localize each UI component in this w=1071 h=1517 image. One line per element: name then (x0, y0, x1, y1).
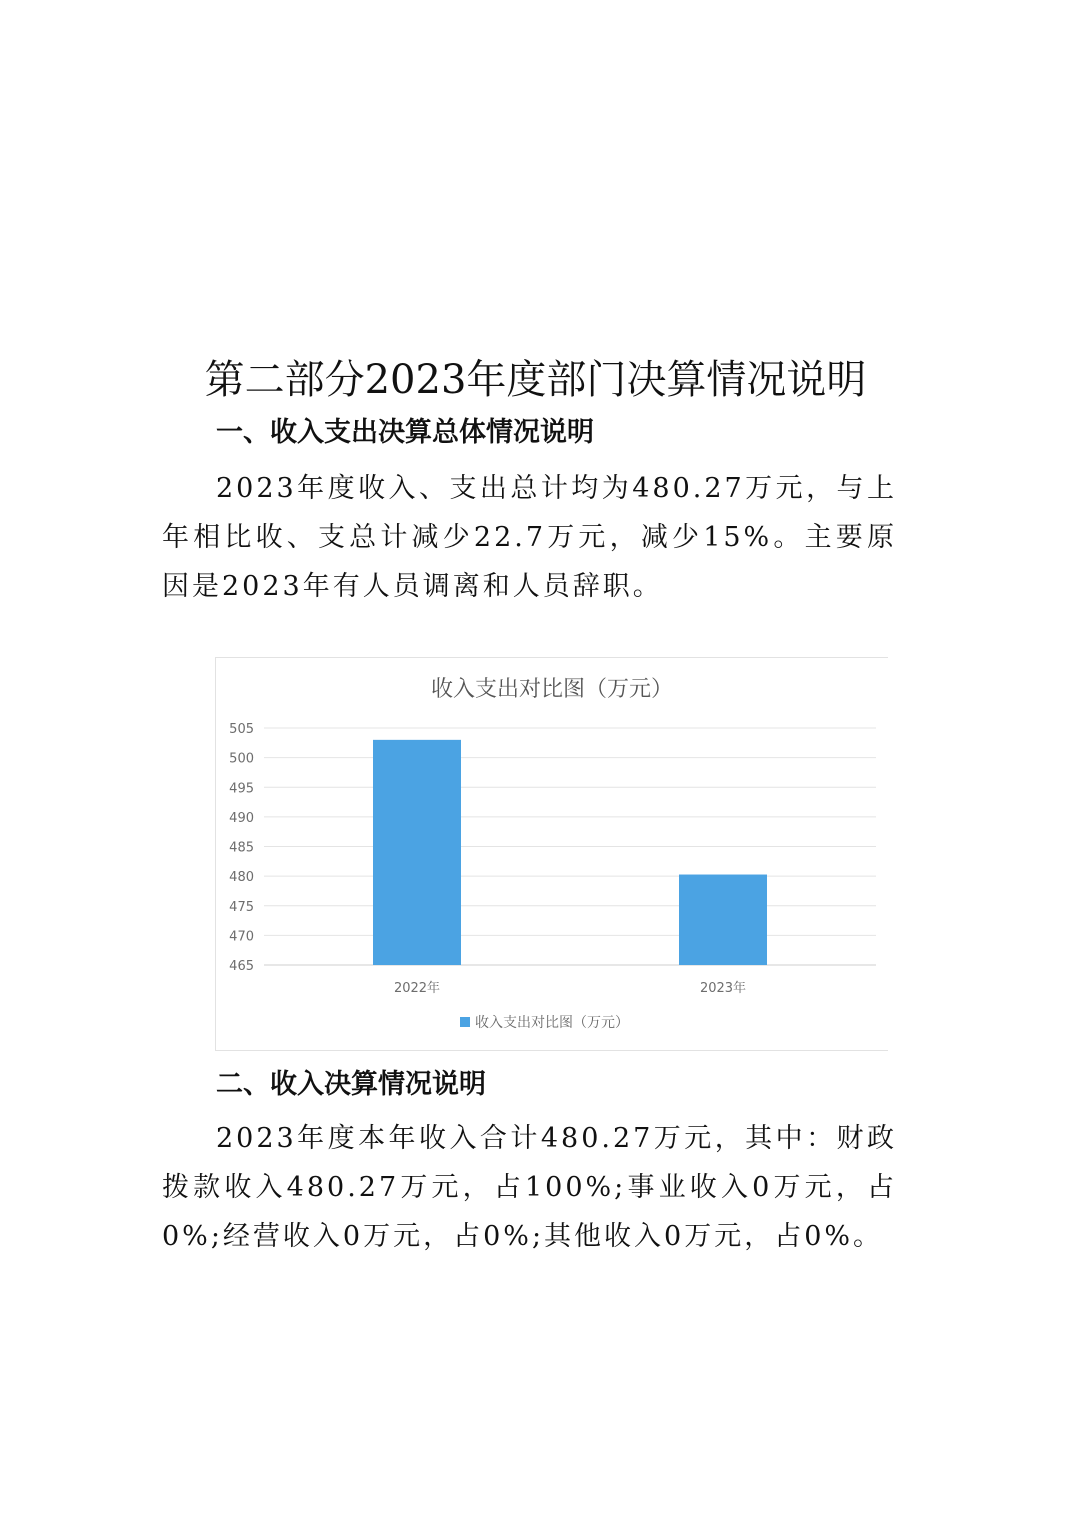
x-tick-label: 2023年 (699, 981, 747, 996)
y-tick-label: 495 (229, 781, 254, 797)
chart-gridlines (264, 728, 876, 965)
y-tick-label: 480 (229, 870, 254, 886)
page-title: 第二部分2023年度部门决算情况说明 (204, 357, 867, 403)
y-tick-label: 465 (229, 959, 254, 974)
legend-swatch (460, 1017, 470, 1027)
bar-2022年 (373, 740, 461, 965)
section-heading-income: 二、收入决算情况说明 (216, 1069, 486, 1100)
section-heading-overall: 一、收入支出决算总体情况说明 (216, 417, 594, 448)
y-tick-label: 500 (229, 751, 254, 767)
x-tick-label: 2022年 (393, 981, 441, 996)
y-tick-label: 485 (229, 840, 254, 856)
bar-2023年 (679, 875, 767, 965)
chart-y-axis (229, 722, 254, 974)
y-tick-label: 470 (229, 929, 254, 945)
legend-label: 收入支出对比图（万元） (475, 1015, 629, 1031)
overall-paragraph: 2023年度收入、支出总计均为480.27万元，与上年相比收、支总计减少22.7万元，减少15%。主要原因是2023年有人员调离和人员辞职。 (162, 473, 897, 602)
income-paragraph: 2023年度本年收入合计480.27万元，其中：财政拨款收入480.27万元，占100%;事业收入0万元，占0%;经营收入0万元，占0%;其他收入0万元，占0%。 (162, 1123, 897, 1252)
chart-svg (216, 658, 888, 1050)
chart-title: 收入支出对比图（万元） (430, 677, 674, 702)
chart-bars (373, 740, 767, 965)
chart-x-axis (394, 980, 746, 996)
chart-legend (460, 1014, 629, 1031)
y-tick-label: 475 (229, 899, 254, 915)
y-tick-label: 505 (229, 722, 254, 737)
income-expense-chart (215, 657, 888, 1051)
y-tick-label: 490 (229, 810, 254, 826)
